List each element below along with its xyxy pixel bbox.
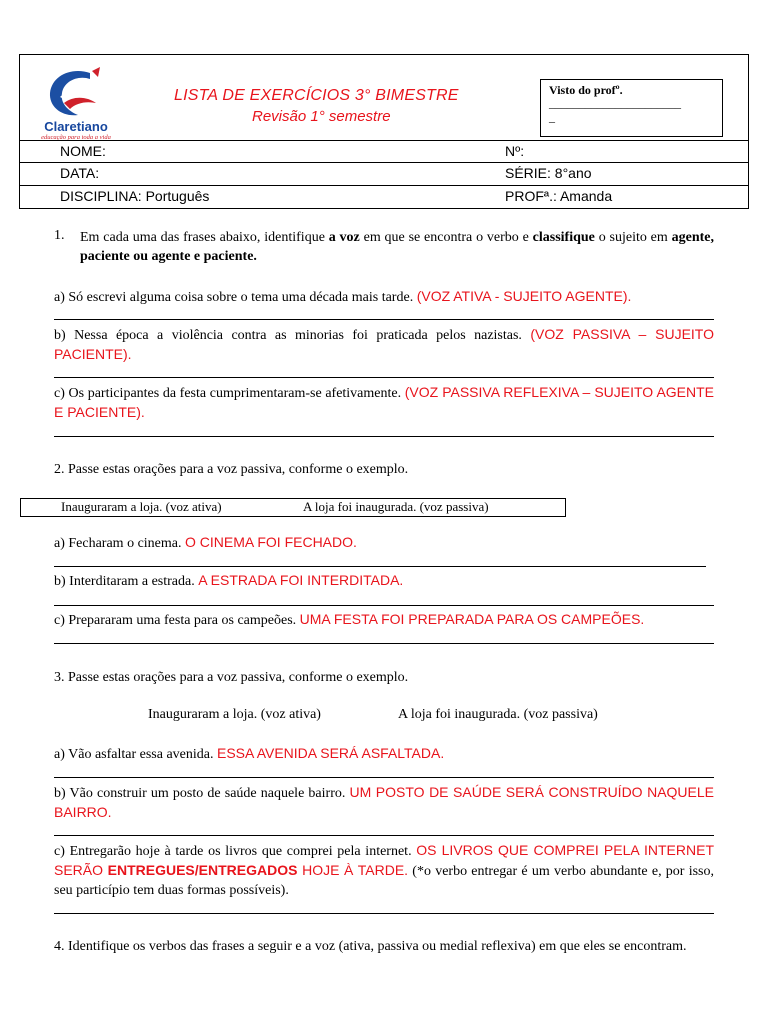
q1-number: 1. — [54, 228, 65, 243]
prof-field: PROFª.: Amanda — [505, 188, 613, 204]
answer-line — [54, 319, 714, 320]
q1-answer-a: (VOZ ATIVA - SUJEITO AGENTE). — [416, 288, 632, 304]
q1-statement: Em cada uma das frases abaixo, identifique a voz em que se encontra o verbo e classifique o sujeito em agente, paciente ou agente e paciente. — [80, 230, 714, 264]
q4-statement: 4. Identifique os verbos das frases a seguir e a voz (ativa, passiva ou medial reflexiva) em que eles se encontram. — [54, 939, 687, 954]
q2-example-active: Inauguraram a loja. (voz ativa) — [61, 499, 222, 514]
q3-example-passive: A loja foi inaugurada. (voz passiva) — [398, 707, 598, 722]
q3-item-b: b) Vão construir um posto de saúde naquele bairro. UM POSTO DE SAÚDE SERÁ CONSTRUÍDO NAQUELE BAIRRO. — [54, 784, 714, 820]
q3-item-c: c) Entregarão hoje à tarde os livros que comprei pela internet. OS LIVROS QUE COMPREI PELA INTERNET SERÃO ENTREGUES/ENTREGADOS HOJE À TARDE. (*o verbo entregar é um verbo abundante e, por isso, seu particípio tem duas formas possíveis). — [54, 842, 715, 898]
header-divider — [20, 185, 748, 186]
worksheet-header — [19, 54, 749, 209]
q2-example-passive: A loja foi inaugurada. (voz passiva) — [303, 499, 489, 514]
q2-item-c: c) Prepararam uma festa para os campeões. UMA FESTA FOI PREPARADA PARA OS CAMPEÕES. — [54, 611, 645, 628]
answer-line — [54, 436, 714, 437]
q1-answer-c: (VOZ PASSIVA REFLEXIVA – SUJEITO AGENTE E PACIENTE). — [54, 384, 715, 420]
answer-line — [54, 913, 714, 914]
q2-item-a: a) Fecharam o cinema. O CINEMA FOI FECHADO. — [54, 534, 357, 551]
claretiano-logo — [30, 67, 122, 141]
q3-answer-a: ESSA AVENIDA SERÁ ASFALTADA. — [217, 745, 445, 761]
header-divider — [20, 162, 748, 163]
answer-line — [54, 835, 714, 836]
header-divider — [20, 140, 748, 141]
numero-field: Nº: — [505, 143, 525, 159]
logo-name: Claretiano — [44, 119, 108, 134]
q3-statement: 3. Passe estas orações para a voz passiva, conforme o exemplo. — [54, 670, 409, 685]
data-field: DATA: — [60, 165, 100, 181]
page-subtitle: Revisão 1° semestre — [252, 108, 391, 125]
q2-item-b: b) Interditaram a estrada. A ESTRADA FOI INTERDITADA. — [54, 572, 404, 589]
q3-example-active: Inauguraram a loja. (voz ativa) — [148, 707, 321, 722]
q2-answer-a: O CINEMA FOI FECHADO. — [185, 534, 357, 550]
visto-label: Visto do profº. — [549, 83, 623, 97]
page-title: LISTA DE EXERCÍCIOS 3° BIMESTRE — [174, 87, 459, 104]
q3-answer-c: OS LIVROS QUE COMPREI PELA INTERNET SERÃO ENTREGUES/ENTREGADOS HOJE À TARDE. — [54, 842, 715, 878]
q1-item-a: a) Só escrevi alguma coisa sobre o tema uma década mais tarde. (VOZ ATIVA - SUJEITO AGENTE). — [54, 288, 632, 305]
answer-line — [54, 377, 714, 378]
answer-line — [54, 777, 714, 778]
q3-item-a: a) Vão asfaltar essa avenida. ESSA AVENIDA SERÁ ASFALTADA. — [54, 745, 445, 762]
q2-answer-c: UMA FESTA FOI PREPARADA PARA OS CAMPEÕES. — [299, 611, 645, 627]
teacher-signature-box — [540, 79, 723, 137]
answer-line — [54, 566, 706, 567]
logo-emblem-icon — [30, 67, 122, 121]
logo-tagline: educação para toda a vida — [41, 134, 111, 141]
q2-example-box — [20, 498, 566, 517]
nome-field: NOME: — [60, 143, 106, 159]
signature-line: ______________________ — [549, 96, 681, 110]
q1-answer-b: (VOZ PASSIVA – SUJEITO PACIENTE). — [54, 326, 714, 362]
answer-line — [54, 643, 714, 644]
q3-note: (*o verbo entregar é um verbo abundante e, por isso, seu particípio tem duas formas possíveis). — [54, 864, 714, 898]
answer-line — [54, 605, 714, 606]
signature-line-end: _ — [549, 110, 555, 124]
q2-answer-b: A ESTRADA FOI INTERDITADA. — [198, 572, 404, 588]
q1-item-b: b) Nessa época a violência contra as minorias foi praticada pelos nazistas. (VOZ PASSIVA – SUJEITO PACIENTE). — [54, 326, 714, 362]
serie-field: SÉRIE: 8°ano — [505, 165, 592, 181]
q1-item-c: c) Os participantes da festa cumprimentaram-se afetivamente. (VOZ PASSIVA REFLEXIVA – SUJEITO AGENTE E PACIENTE). — [54, 384, 715, 420]
q2-statement: 2. Passe estas orações para a voz passiva, conforme o exemplo. — [54, 462, 409, 477]
disciplina-field: DISCIPLINA: Português — [60, 188, 210, 204]
q3-answer-b: UM POSTO DE SAÚDE SERÁ CONSTRUÍDO NAQUELE BAIRRO. — [54, 784, 714, 820]
